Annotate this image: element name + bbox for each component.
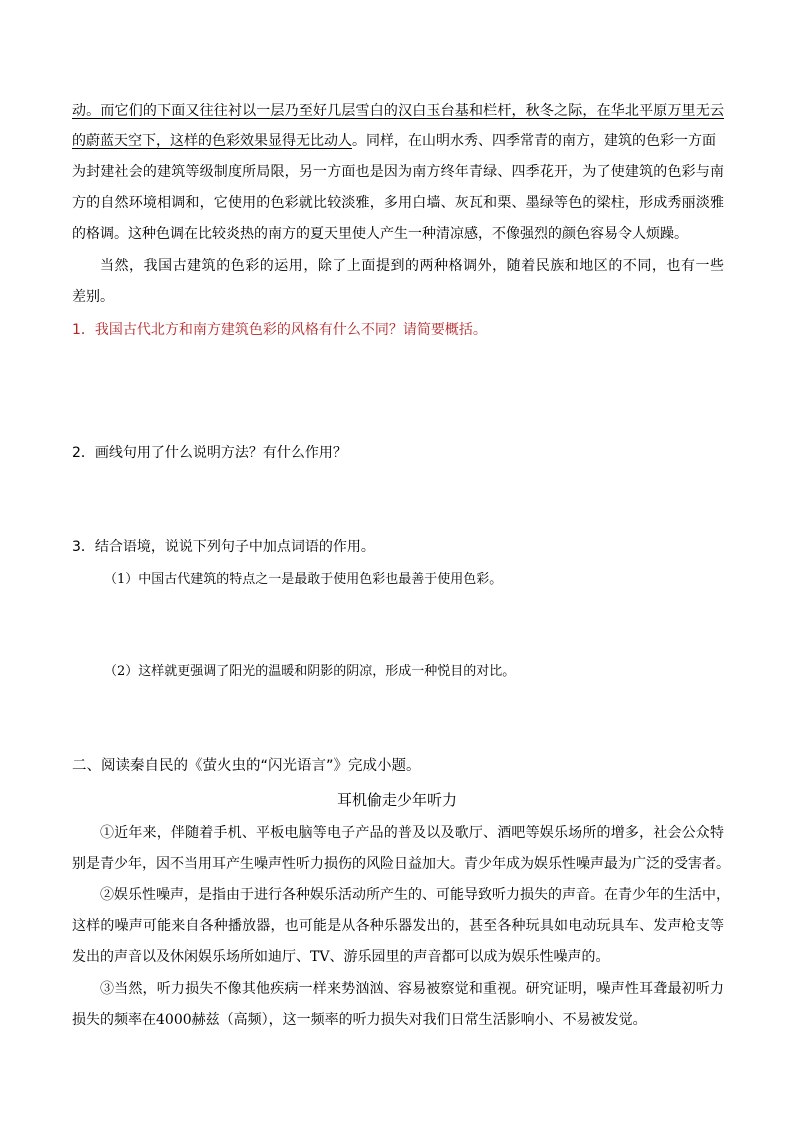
passage-line-5: 的格调。这种色调在比较炎热的南方的夏天里使人产生一种清凉感，不像强烈的颜色容易令人烦躁。	[72, 226, 688, 242]
passage-line-6: 当然，我国古建筑的色彩的运用，除了上面提到的两种格调外，随着民族和地区的不同，也有一些	[100, 258, 724, 274]
article-line-6: ③当然，听力损失不像其他疾病一样来势汹汹、容易被察觉和重视。研究证明，噪声性耳聋最初听力	[100, 981, 724, 997]
underlined-sentence: 的蔚蓝天空下，这样的色彩效果显得无比动人	[72, 133, 352, 149]
question-1: 1．我国古代北方和南方建筑色彩的风格有什么不同？请简要概括。	[72, 322, 487, 338]
question-2: 2．画线句用了什么说明方法？有什么作用？	[72, 445, 347, 461]
article-line-7: 损失的频率在4000赫兹（高频），这一频率的听力损失对我们日常生活影响小、不易被发觉。	[72, 1012, 647, 1028]
passage-line-2: 的蔚蓝天空下，这样的色彩效果显得无比动人。同样，在山明水秀、四季常青的南方，建筑的色彩一方面	[72, 133, 716, 149]
article-line-2: 别是青少年，因不当用耳产生噪声性听力损伤的风险日益加大。青少年成为娱乐性噪声最为广泛的受害者。	[72, 856, 730, 872]
article-line-3: ②娱乐性噪声，是指由于进行各种娱乐活动所产生的、可能导致听力损失的声音。在青少年的生活中，	[100, 887, 730, 903]
section-2-heading: 二、阅读秦自民的《萤火虫的“闪光语言”》完成小题。	[72, 758, 421, 774]
article-title: 耳机偷走少年听力	[336, 791, 457, 809]
passage-line-1: 动。而它们的下面又往往衬以一层乃至好几层雪白的汉白玉台基和栏杆，秋冬之际，在华北平原万里无云	[72, 103, 724, 119]
article-line-5: 发出的声音以及休闲娱乐场所如迪厅、TV、游乐园里的声音都可以成为娱乐性噪声的。	[72, 949, 610, 965]
passage-line-3: 为封建社会的建筑等级制度所局限，另一方面也是因为南方终年青绿、四季花开，为了使建筑的色彩与南	[72, 164, 724, 180]
passage-line-4: 方的自然环境相调和，它使用的色彩就比较淡雅，多用白墙、灰瓦和栗、墨绿等色的梁柱，形成秀丽淡雅	[72, 195, 724, 211]
article-line-4: 这样的噪声可能来自各种播放器，也可能是从各种乐器发出的，甚至各种玩具如电动玩具车、发声枪支等	[72, 918, 724, 934]
article-line-1: ①近年来，伴随着手机、平板电脑等电子产品的普及以及歌厅、酒吧等娱乐场所的增多，社会公众特	[100, 825, 724, 841]
question-3: 3．结合语境，说说下列句子中加点词语的作用。	[72, 539, 375, 555]
question-3-item-1: （1）中国古代建筑的特点之一是最敢于使用色彩也最善于使用色彩。	[104, 572, 503, 587]
question-3-item-2: （2）这样就更强调了阳光的温暖和阴影的阴凉，形成一种悦目的对比。	[104, 664, 516, 679]
passage-line-7: 差别。	[72, 289, 114, 305]
